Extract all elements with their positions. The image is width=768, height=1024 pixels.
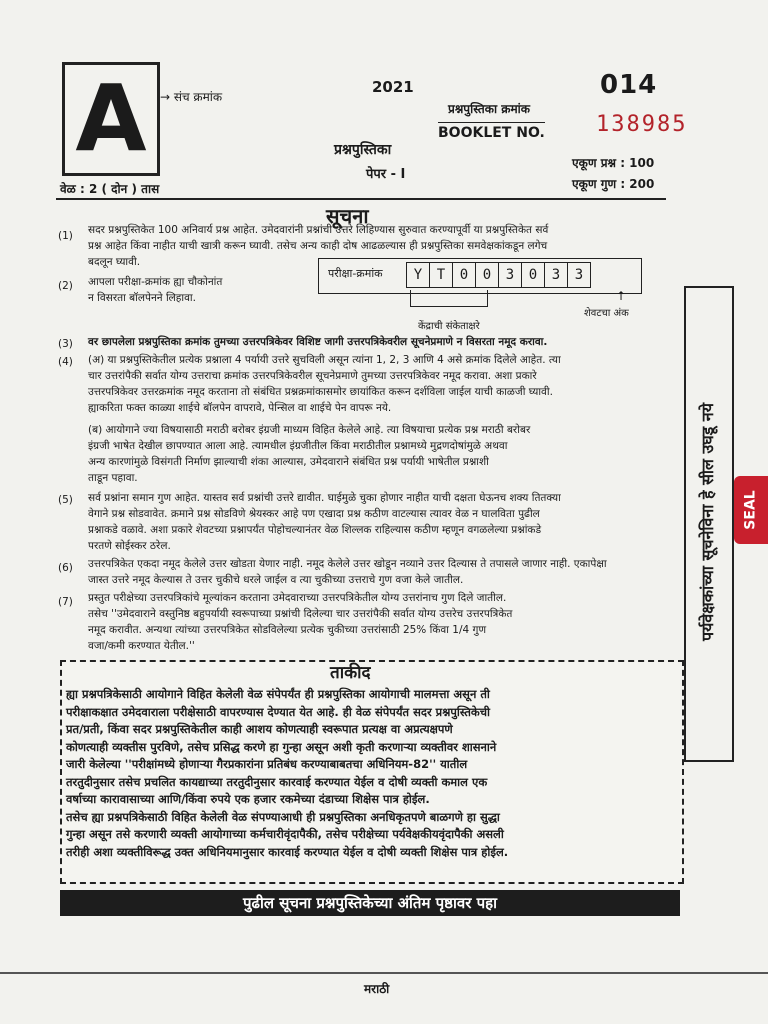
header-divider xyxy=(56,198,666,200)
warning-line: प्रत/प्रती, किंवा सदर प्रश्नपुस्तिकेतील काही आशय कोणत्याही स्वरूपात प्रत्यक्ष वा अप्रत्यक्षपणे xyxy=(66,722,453,736)
language-label: मराठी xyxy=(364,982,390,996)
instruction-line: सर्व प्रश्नांना समान गुण आहेत. यास्तव सर्व प्रश्नांची उत्तरे द्यावीत. घाईमुळे चुका होणार नाहीत याची दक्षता घेऊनच शक्य तितक्या xyxy=(88,492,561,504)
next-instructions-banner xyxy=(60,890,680,916)
paper-code: 014 xyxy=(600,70,658,100)
set-number-label: → संच क्रमांक xyxy=(160,90,223,104)
exam-number-cell: T xyxy=(430,262,453,288)
instruction-line: वेगाने प्रश्न सोडवावेत. क्रमाने प्रश्न सोडविणे श्रेयस्कर आहे पण एखादा प्रश्न कठीण वाटल्यास त्यावर वेळ न घालविता पुढील xyxy=(88,508,540,520)
exam-number-cell: Y xyxy=(406,262,430,288)
instruction-line: सदर प्रश्नपुस्तिकेत 100 अनिवार्य प्रश्न आहेत. उमेदवारांनी प्रश्नांची उत्तरे लिहिण्यास सुरुवात करण्यापूर्वी या प्रश्नपुस्तिकेत सर्व xyxy=(88,224,549,236)
instruction-number: (6) xyxy=(58,562,73,574)
warning-line: जारी केलेल्या ''परीक्षांमध्ये होणाऱ्या गैरप्रकारांना प्रतिबंध करण्याबाबतचा अधिनियम-82'' यातील xyxy=(66,757,468,771)
seal-tab[interactable] xyxy=(734,476,768,544)
exam-year: 2021 xyxy=(372,78,414,96)
booklet-number-label: BOOKLET NO. xyxy=(438,122,545,141)
instruction-2 xyxy=(88,274,308,306)
instruction-line: ताडून पहावा. xyxy=(88,472,138,484)
instruction-line: इंग्रजी भाषेत देखील छापण्यात आला आहे. त्यामधील इंग्रजीतील किंवा मराठीतील प्रश्नामध्ये मुद्रणदोषांमुळे अथवा xyxy=(88,440,508,452)
exam-number-cell: 0 xyxy=(476,262,499,288)
exam-number-cell: 3 xyxy=(545,262,568,288)
warning-line: तसेच ह्या प्रश्नपत्रिकेसाठी विहित केलेली वेळ संपण्याआधी ही प्रश्नपुस्तिका अनधिकृतपणे बाळगणे हा सुद्धा xyxy=(66,809,500,824)
exam-number-cell: 0 xyxy=(453,262,476,288)
instruction-line: अन्य कारणांमुळे विसंगती निर्माण झाल्याची शंका आल्यास, उमेदवाराने संबंधित प्रश्न पर्यायी भाषेतील प्रश्नाशी xyxy=(88,456,489,468)
instruction-line: (अ) या प्रश्नपुस्तिकेतील प्रत्येक प्रश्नाला 4 पर्यायी उत्तरे सुचविली असून त्यांना 1, 2, 3 आणि 4 असे क्रमांक दिलेले आहेत. त्या xyxy=(88,354,561,366)
exam-number-cell: 3 xyxy=(568,262,591,288)
arrow-up-icon: ↑ xyxy=(616,289,627,303)
grade-box xyxy=(62,62,160,176)
last-digit-label: शेवटचा अंक xyxy=(584,308,629,319)
warning-title: ताकीद xyxy=(330,663,371,683)
warning-line: परीक्षाकक्षात उमेदवाराला परीक्षेसाठी वापरण्यास देण्यात येत आहे. ही वेळ संपेपर्यंत सदर प्रश्नपुस्तिकेची xyxy=(66,704,490,719)
seal-instruction-text: पर्यवेक्षकांच्या सूचनेविना हे सील उघडू नये xyxy=(698,403,717,641)
instruction-line: वजा/कमी करण्यात येतील.'' xyxy=(88,640,195,652)
instruction-line: वर छापलेला प्रश्नपुस्तिका क्रमांक तुमच्या उत्तरपत्रिकेवर विशिष्ट जागी उत्तरपत्रिकेवरील सूचनेप्रमाणे न विसरता नमूद करावा. xyxy=(88,336,548,348)
instruction-line: परतणे सोईस्कर ठरेल. xyxy=(88,540,171,552)
instruction-line: आपला परीक्षा-क्रमांक ह्या चौकोनांत xyxy=(88,276,223,288)
instruction-number: (2) xyxy=(58,280,73,292)
exam-number-cell: 3 xyxy=(499,262,522,288)
warning-line: वर्षाच्या कारावासाच्या आणि/किंवा रुपये एक हजार रकमेच्या दंडाच्या शिक्षेस पात्र होईल. xyxy=(66,792,430,806)
instruction-5 xyxy=(88,490,678,554)
instruction-line: न विसरता बॉलपेनने लिहावा. xyxy=(88,292,196,304)
exam-number-cells xyxy=(406,262,591,288)
instruction-number: (1) xyxy=(58,230,73,242)
instruction-line: उत्तरपत्रिकेत एकदा नमूद केलेले उत्तर खोडता येणार नाही. नमूद केलेले उत्तर खोडून नव्याने उत्तर दिल्यास ते तपासले जाणार नाही. एकापेक्षा xyxy=(88,558,607,570)
warning-line: ह्या प्रश्नपत्रिकेसाठी आयोगाने विहित केलेली वेळ संपेपर्यंत ही प्रश्नपुस्तिका आयोगाची मालमत्ता असून ती xyxy=(66,687,490,701)
instruction-line: बदलून घ्यावी. xyxy=(88,256,141,268)
instruction-line: जास्त उत्तरे नमूद केल्यास ते उत्तर चुकीचे धरले जाईल व त्या चुकीच्या उत्तराचे गुण वजा केले जातील. xyxy=(88,574,464,586)
instruction-line: ह्याकरिता फक्त काळ्या शाईचे बॉलपेन वापरावे, पेन्सिल वा शाईचे पेन वापरू नये. xyxy=(88,402,392,414)
instruction-number: (7) xyxy=(58,596,73,608)
instruction-line: प्रश्न आहेत किंवा नाहीत याची खात्री करून घ्यावी. तसेच अन्य काही दोष आढळल्यास ही प्रश्नपुस्तिका समवेक्षकांकडून लगेच xyxy=(88,240,548,252)
next-instructions-text: पुढील सूचना प्रश्नपुस्तिकेच्या अंतिम पृष्ठावर पहा xyxy=(243,894,497,912)
exam-number-label: परीक्षा-क्रमांक xyxy=(328,267,383,280)
instruction-line: प्रश्नाकडे वळावे. अशा प्रकारे शेवटच्या प्रश्नापर्यंत पोहोचल्यानंतर वेळ शिल्लक राहिल्यास कठीण म्हणून वगळलेल्या प्रश्नांकडे xyxy=(88,524,542,536)
instruction-line: नमूद करावीत. अन्यथा त्यांच्या उत्तरपत्रिकेत सोडविलेल्या प्रत्येक चुकीच्या उत्तरांसाठी 25% किंवा 1/4 गुण xyxy=(88,624,487,636)
warning-line: गुन्हा असून तसे करणारी व्यक्ती आयोगाच्या कर्मचारीवृंदापैकी, तसेच परीक्षेच्या पर्यवेक्षकीयवृंदापैकी असली xyxy=(66,827,504,841)
grade-letter: A xyxy=(75,65,147,172)
warning-line: कोणत्याही व्यक्तीस पुरविणे, तसेच प्रसिद्ध करणे हा गुन्हा असून अशी कृती करणाऱ्या व्यक्तीवर शासनाने xyxy=(66,739,497,754)
exam-number-cell: 0 xyxy=(522,262,545,288)
warning-text xyxy=(66,686,670,861)
instruction-line: उत्तरपत्रिकेवर उत्तरक्रमांक नमूद करताना तो संबंधित प्रश्नक्रमांकासमोर छायांकित करून दर्शविला जाईल याची काळजी घ्यावी. xyxy=(88,386,553,398)
booklet-serial-number: 138985 xyxy=(596,112,688,137)
instruction-line: प्रस्तुत परीक्षेच्या उत्तरपत्रिकांचे मूल्यांकन करताना उमेदवाराच्या उत्तरपत्रिकेतील योग्य उत्तरांनाच गुण दिले जातील. xyxy=(88,592,507,604)
instruction-number: (5) xyxy=(58,494,73,506)
center-code-label: केंद्राची संकेताक्षरे xyxy=(418,321,480,332)
instruction-line: तसेच ''उमेदवाराने वस्तुनिष्ठ बहुपर्यायी स्वरूपाच्या प्रश्नांची दिलेल्या चार उत्तरांपैकी सर्वात योग्य उत्तरेच उत्तरपत्रिकेत xyxy=(88,608,513,620)
instruction-6 xyxy=(88,556,678,588)
instruction-number: (3) xyxy=(58,338,73,350)
instruction-line: चार उत्तरांपैकी सर्वात योग्य उत्तराचा क्रमांक उत्तरपत्रिकेवरील सूचनेप्रमाणे तुमच्या उत्तरपत्रिकेवर नमूद करावा. अशा प्रकारे xyxy=(88,370,537,382)
instruction-3 xyxy=(88,334,678,350)
total-questions: एकूण प्रश्न : 100 xyxy=(572,156,655,170)
duration-label: वेळ : 2 ( दोन ) तास xyxy=(60,182,160,196)
center-code-bracket xyxy=(410,290,488,307)
paper-name: पेपर - I xyxy=(366,167,406,182)
total-marks: एकूण गुण : 200 xyxy=(572,177,655,191)
warning-line: तरतुदीनुसार तसेच प्रचलित कायद्याच्या तरतुदीनुसार कारवाई करण्यात येईल व दोषी व्यक्ती कमाल एक xyxy=(66,774,488,789)
warning-line: तरीही अशा व्यक्तीविरूद्ध उक्त अधिनियमानुसार कारवाई करण्यात येईल व दोषी व्यक्ती शिक्षेस पात्र होईल. xyxy=(66,844,509,859)
instruction-4 xyxy=(88,352,678,486)
instruction-line: (ब) आयोगाने ज्या विषयासाठी मराठी बरोबर इंग्रजी माध्यम विहित केलेले आहे. त्या विषयाचा प्रत्येक प्रश्न मराठी बरोबर xyxy=(88,424,531,436)
footer-divider xyxy=(0,972,768,974)
instruction-7 xyxy=(88,590,678,654)
seal-label: SEAL xyxy=(743,490,759,530)
instructions-heading: सूचना xyxy=(326,204,369,228)
instruction-number: (4) xyxy=(58,356,73,368)
booklet-title: प्रश्नपुस्तिका xyxy=(334,142,392,158)
booklet-number-label-marathi: प्रश्नपुस्तिका क्रमांक xyxy=(448,102,530,116)
